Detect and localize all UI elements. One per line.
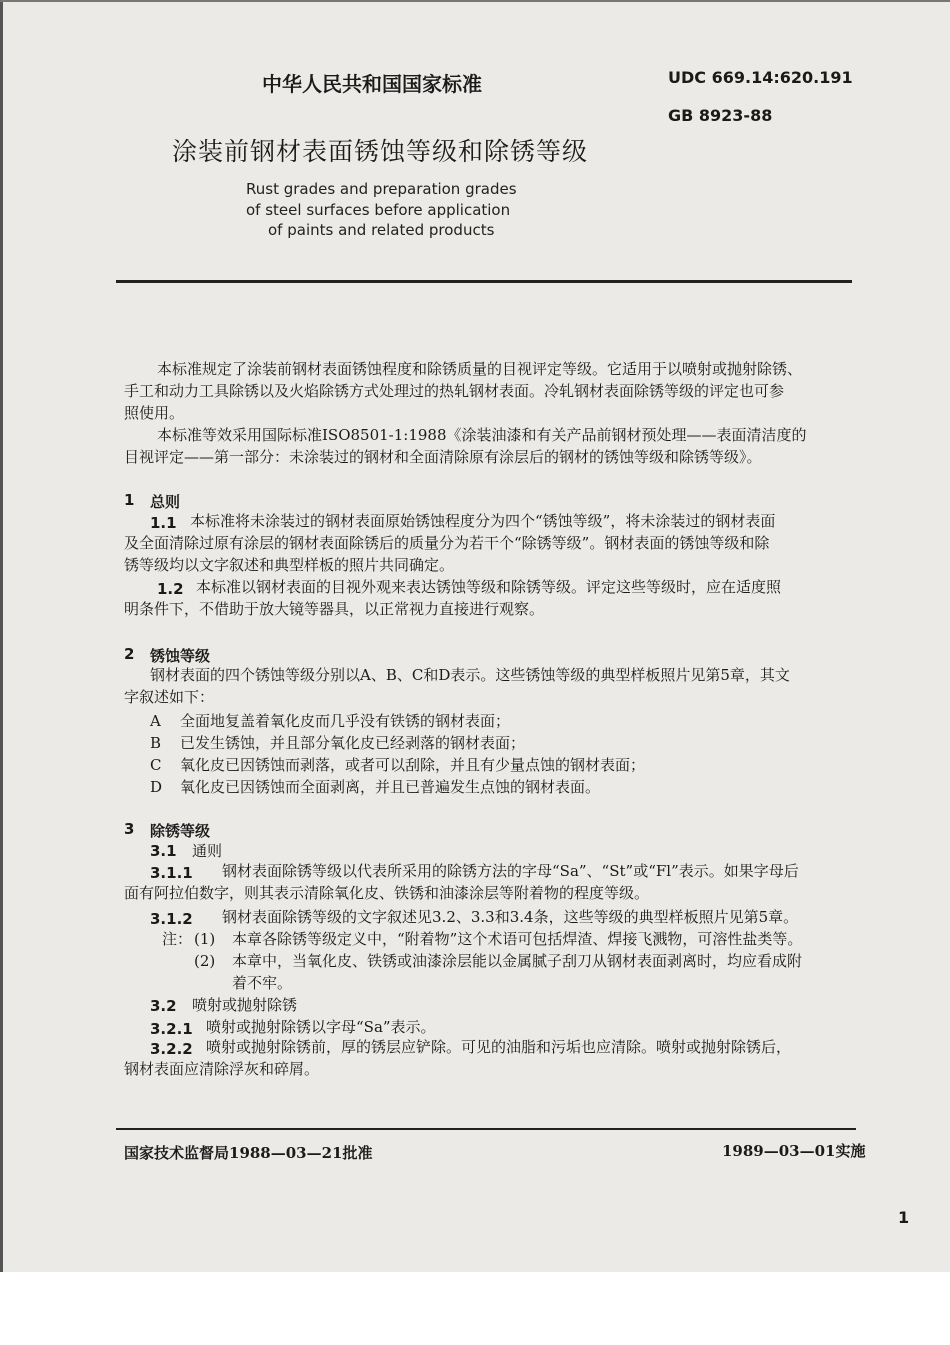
rust-grade-letter: B — [150, 734, 162, 752]
rust-grade-text: 氧化皮已因锈蚀而剥落，或者可以刮除，并且有少量点蚀的钢材表面； — [180, 756, 646, 774]
clause-3-2-2-line: 喷射或抛射除锈前，厚的锈层应铲除。可见的油脂和污垢也应清除。喷射或抛射除锈后， — [206, 1038, 792, 1056]
section-3-title: 除锈等级 — [150, 822, 211, 840]
udc-code: UDC 669.14:620.191 — [668, 68, 853, 87]
rust-grade-letter: A — [150, 712, 161, 730]
header-divider — [116, 280, 852, 283]
standard-org-title: 中华人民共和国国家标准 — [262, 72, 482, 96]
clause-3-1-1-line: 面有阿拉伯数字，则其表示清除氧化皮、铁锈和油漆涂层等附着物的程度等级。 — [124, 884, 650, 902]
clause-1-1-line: 本标准将未涂装过的钢材表面原始锈蚀程度分为四个“锈蚀等级”，将未涂装过的钢材表面 — [190, 512, 776, 530]
clause-3-2-2-number: 3.2.2 — [150, 1040, 193, 1058]
effective-date: 1989—03—01实施 — [722, 1142, 866, 1160]
note-2-line: 着不牢。 — [232, 974, 293, 992]
approval-date: 国家技术监督局1988—03—21批准 — [124, 1144, 373, 1162]
rust-grade-text: 全面地复盖着氧化皮而几乎没有铁锈的钢材表面； — [180, 712, 511, 730]
intro-line: 目视评定——第一部分：未涂装过的钢材和全面清除原有涂层后的钢材的锈蚀等级和除锈等级》。 — [124, 448, 762, 466]
english-title-line-2: of steel surfaces before application — [246, 201, 511, 219]
page-top-edge — [0, 0, 950, 2]
section-2-title: 锈蚀等级 — [150, 647, 211, 665]
clause-1-2-line: 明条件下，不借助于放大镜等器具，以正常视力直接进行观察。 — [124, 600, 545, 618]
section-1-title: 总则 — [150, 493, 181, 511]
clause-3-2-number: 3.2 — [150, 997, 177, 1015]
clause-3-2-title: 喷射或抛射除锈 — [192, 996, 298, 1014]
rust-grade-text: 氧化皮已因锈蚀而全面剥离，并且已普遍发生点蚀的钢材表面。 — [180, 778, 601, 796]
note-1-number: (1) — [194, 930, 216, 948]
clause-3-1-number: 3.1 — [150, 842, 177, 860]
clause-1-2-line: 本标准以钢材表面的目视外观来表达锈蚀等级和除锈等级。评定这些等级时，应在适度照 — [196, 578, 782, 596]
clause-3-2-1-number: 3.2.1 — [150, 1020, 193, 1038]
note-1-text: 本章各除锈等级定义中，“附着物”这个术语可包括焊渣、焊接飞溅物，可溶性盐类等。 — [232, 930, 803, 948]
rust-grade-letter: C — [150, 756, 162, 774]
intro-line: 手工和动力工具除锈以及火焰除锈方式处理过的热轧钢材表面。冷轧钢材表面除锈等级的评定也可参 — [124, 382, 785, 400]
section-2-intro-line: 字叙述如下： — [124, 688, 215, 706]
note-2-line: 本章中，当氧化皮、铁锈或油漆涂层能以金属腻子刮刀从钢材表面剥离时，均应看成附 — [232, 952, 803, 970]
rust-grade-letter: D — [150, 778, 163, 796]
english-title-line-3: of paints and related products — [268, 221, 495, 239]
clause-1-1-line: 及全面清除过原有涂层的钢材表面除锈后的质量分为若干个“除锈等级”。钢材表面的锈蚀等级和除 — [124, 534, 770, 552]
clause-1-2-number: 1.2 — [157, 580, 184, 598]
intro-line: 照使用。 — [124, 404, 185, 422]
clause-3-1-2-number: 3.1.2 — [150, 910, 193, 928]
clause-3-1-title: 通则 — [192, 842, 223, 860]
note-label: 注： — [162, 930, 193, 948]
document-title: 涂装前钢材表面锈蚀等级和除锈等级 — [172, 137, 589, 166]
clause-1-1-line: 锈等级均以文字叙述和典型样板的照片共同确定。 — [124, 556, 455, 574]
section-3-number: 3 — [124, 820, 135, 838]
footer-divider — [116, 1128, 856, 1130]
clause-3-1-1-line: 钢材表面除锈等级以代表所采用的除锈方法的字母“Sa”、“St”或“Fl”表示。如果字母后 — [222, 862, 799, 880]
intro-line: 本标准等效采用国际标准ISO8501-1:1988《涂装油漆和有关产品前钢材预处理——表面清洁度的 — [157, 426, 807, 444]
page-number: 1 — [898, 1208, 910, 1227]
section-1-number: 1 — [124, 491, 135, 509]
clause-3-2-1-text: 喷射或抛射除锈以字母“Sa”表示。 — [206, 1018, 436, 1036]
intro-line: 本标准规定了涂装前钢材表面锈蚀程度和除锈质量的目视评定等级。它适用于以喷射或抛射除锈、 — [157, 360, 803, 378]
note-2-number: (2) — [194, 952, 216, 970]
clause-1-1-number: 1.1 — [150, 514, 177, 532]
gb-code: GB 8923-88 — [668, 106, 773, 125]
page-left-edge — [0, 0, 3, 1272]
section-2-number: 2 — [124, 645, 135, 663]
rust-grade-text: 已发生锈蚀，并且部分氧化皮已经剥落的钢材表面； — [180, 734, 526, 752]
english-title-line-1: Rust grades and preparation grades — [246, 180, 517, 198]
section-2-intro-line: 钢材表面的四个锈蚀等级分别以A、B、C和D表示。这些锈蚀等级的典型样板照片见第5章，其文 — [150, 666, 790, 684]
clause-3-1-1-number: 3.1.1 — [150, 864, 193, 882]
clause-3-1-2-text: 钢材表面除锈等级的文字叙述见3.2、3.3和3.4条，这些等级的典型样板照片见第5章。 — [222, 908, 799, 926]
clause-3-2-2-line: 钢材表面应清除浮灰和碎屑。 — [124, 1060, 320, 1078]
